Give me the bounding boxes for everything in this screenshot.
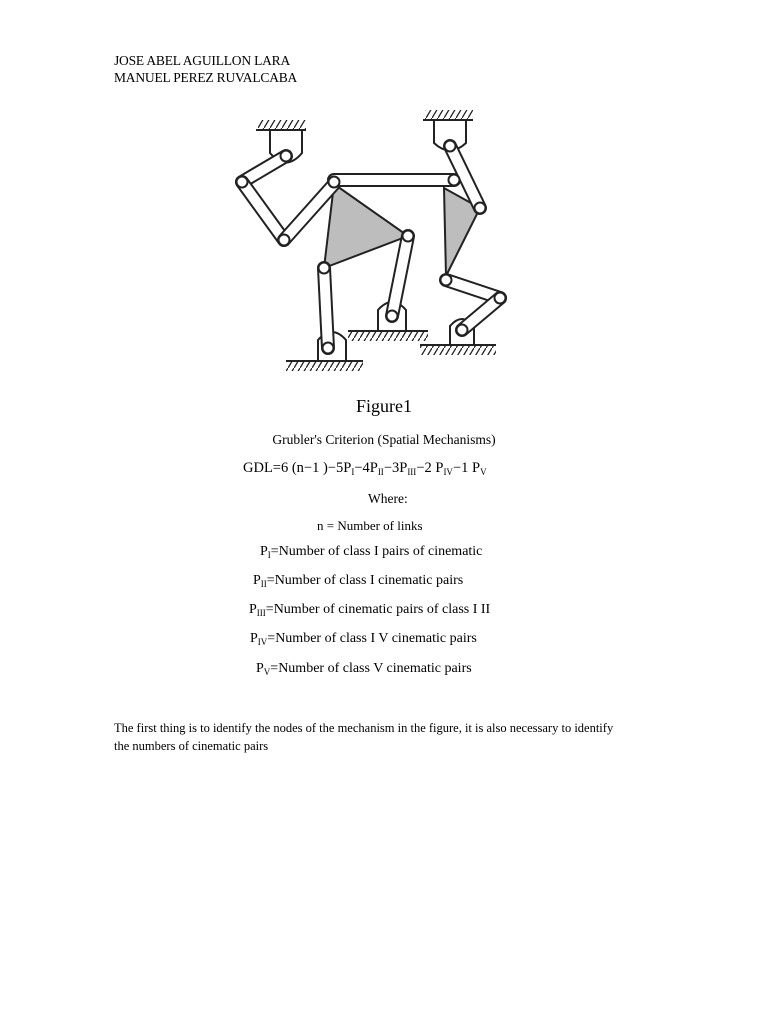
author-1: JOSE ABEL AGUILLON LARA [114, 53, 291, 68]
figure-caption: Figure1 [356, 396, 412, 416]
where-label: Where: [368, 491, 408, 506]
def-sub: III [256, 608, 266, 618]
def-sub: IV [257, 637, 268, 647]
definition-p1 [260, 544, 482, 560]
grubler-equation [243, 460, 487, 477]
def-text: =Number of cinematic pairs of class I II [265, 602, 491, 617]
authors-block [114, 52, 297, 86]
eq-sub: V [480, 467, 487, 477]
definition-p5 [256, 661, 472, 677]
def-symbol: P [253, 573, 261, 588]
eq-sub: IV [443, 467, 453, 477]
eq-sub: II [377, 467, 384, 477]
def-text: =Number of class I cinematic pairs [266, 573, 464, 588]
def-text: =Number of class I pairs of cinematic [270, 544, 483, 559]
def-symbol: P [256, 661, 264, 676]
criterion-title: Grubler's Criterion (Spatial Mechanisms) [272, 432, 496, 447]
eq-part: −4P [354, 460, 378, 476]
def-sub: V [263, 667, 271, 677]
def-symbol: P [249, 602, 257, 617]
author-2: MANUEL PEREZ RUVALCABA [114, 70, 298, 85]
eq-part: −2 P [416, 460, 444, 476]
mechanism-figure [228, 108, 538, 383]
eq-part: −1 P [452, 460, 481, 476]
body-paragraph: The first thing is to identify the nodes of the mechanism in the figure, it is also necessary to identify the numbers of cinematic pairs [114, 721, 614, 753]
def-sub: I [267, 550, 271, 560]
def-text: =Number of class V cinematic pairs [270, 661, 472, 676]
def-sub: II [260, 579, 267, 589]
eq-part: −3P [383, 460, 408, 476]
def-symbol: P [250, 631, 258, 646]
eq-sub: III [407, 467, 417, 477]
eq-sub: I [351, 467, 355, 477]
definition-n: n = Number of links [317, 518, 423, 533]
eq-part: GDL=6 (n−1 )−5P [243, 460, 352, 476]
definition-p4 [250, 631, 477, 647]
def-symbol: P [260, 544, 268, 559]
definition-p3 [249, 602, 490, 618]
def-text: =Number of class I V cinematic pairs [267, 631, 477, 646]
definition-p2 [253, 573, 463, 589]
